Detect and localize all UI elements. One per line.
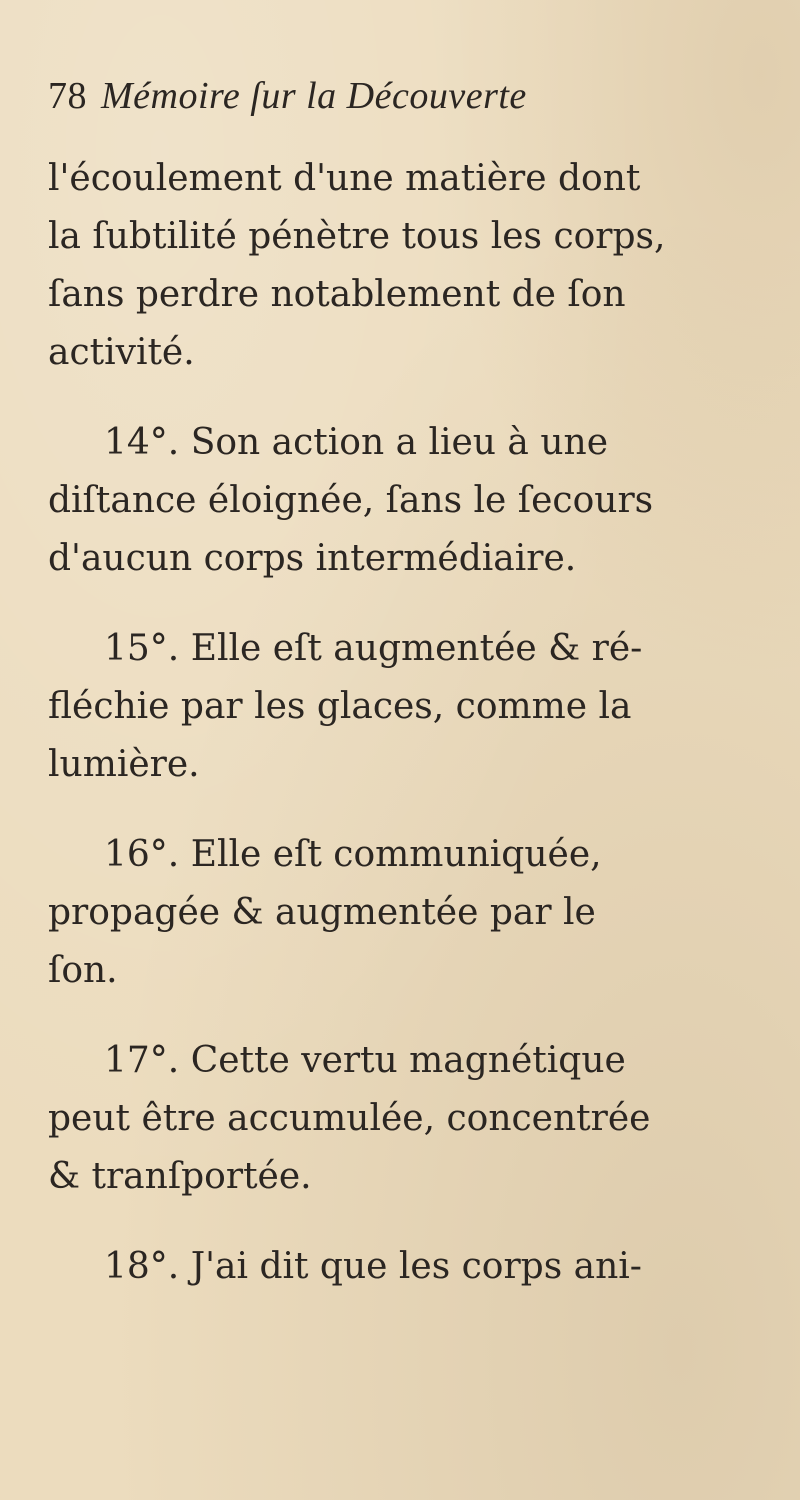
text-line: fléchie par les glaces, comme la [48,686,632,727]
text-line: la ſubtilité pénètre tous les corps, [48,216,666,257]
paragraph-15 [48,620,760,794]
text-line: 16°. Elle eſt communiquée, [104,834,602,875]
text-line: & tranſportée. [48,1156,312,1197]
paragraph-16 [48,826,760,1000]
text-line: activité. [48,332,195,373]
running-head [48,74,527,118]
text-line: 18°. J'ai dit que les corps ani- [104,1246,642,1287]
text-line: 17°. Cette vertu magnétique [104,1040,626,1081]
text-line: diſtance éloignée, ſans le ſecours [48,480,654,521]
text-line: peut être accumulée, concentrée [48,1098,651,1139]
text-line: 15°. Elle eſt augmentée & ré- [104,628,643,669]
text-line: 14°. Son action a lieu à une [104,422,609,463]
paragraph-14 [48,414,760,588]
paragraph-continuation [48,150,760,382]
text-line: ſans perdre notablement de ſon [48,274,626,315]
text-line: d'aucun corps intermédiaire. [48,538,577,579]
text-line: propagée & augmentée par le [48,892,596,933]
text-line: ſon. [48,950,118,991]
text-line: l'écoulement d'une matière dont [48,158,641,199]
body-text [48,150,760,1328]
paragraph-17 [48,1032,760,1206]
text-line: lumière. [48,744,200,785]
page-number: 78 [48,75,87,117]
running-title: Mémoire ſur la Découverte [101,75,527,117]
paragraph-18 [48,1238,760,1296]
